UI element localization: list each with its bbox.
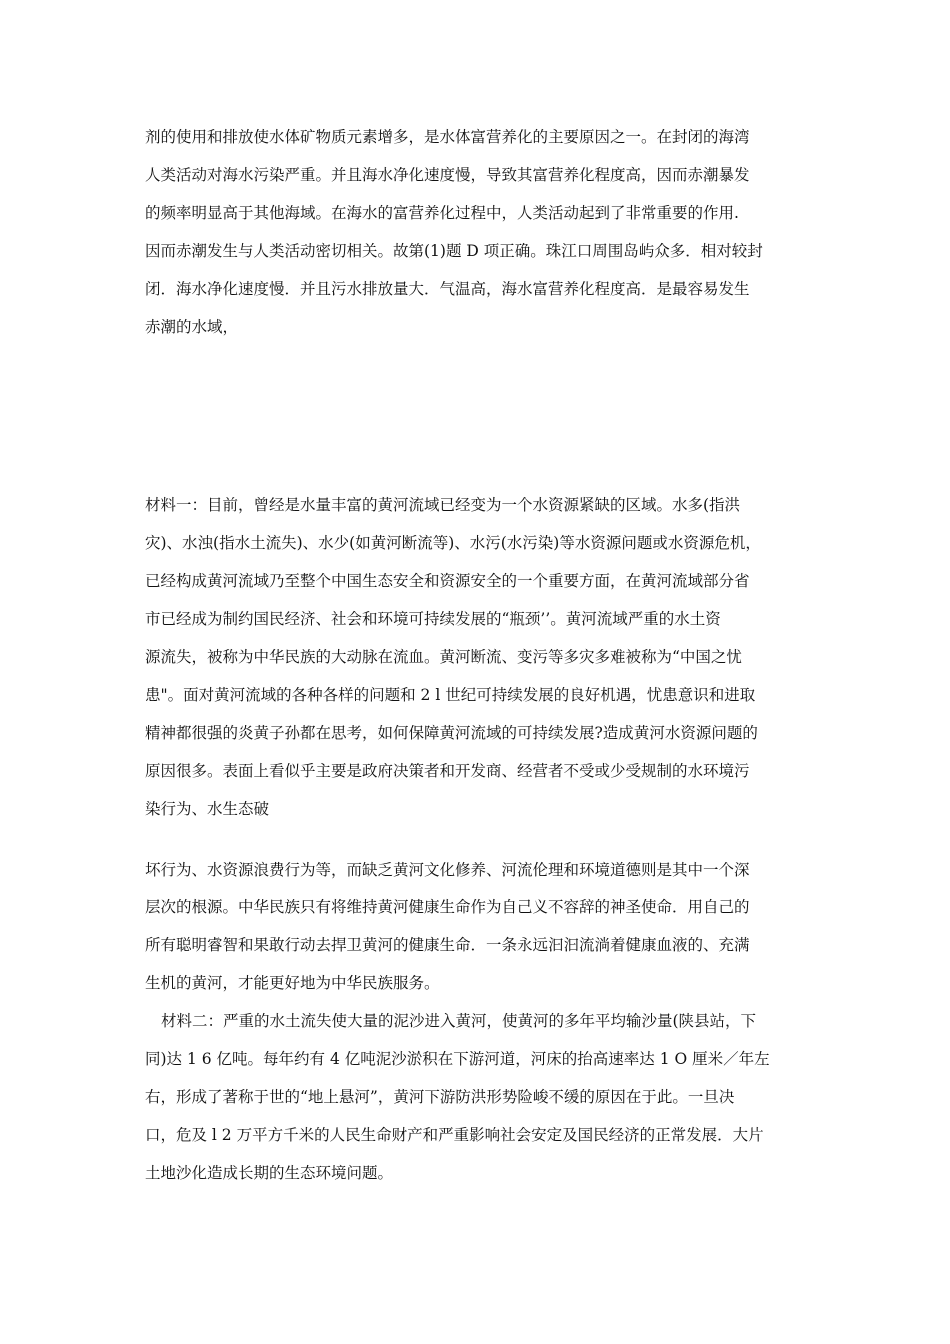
text-line: 患"。面对黄河流域的各种各样的问题和 2 l 世纪可持续发展的良好机遇，忧患意识和进取 (145, 686, 756, 704)
text-line: 因而赤潮发生与人类活动密切相关。故第(1)题 D 项正确。珠江口周围岛屿众多．相对较封 (145, 242, 763, 260)
text-line: 右，形成了著称于世的“地上悬河”，黄河下游防洪形势险峻不缓的原因在于此。一旦决 (145, 1088, 735, 1106)
paragraph-material-one (145, 486, 810, 828)
text-line: 坏行为、水资源浪费行为等，而缺乏黄河文化修养、河流伦理和环境道德则是其中一个深 (145, 861, 750, 879)
text-line: 人类活动对海水污染严重。并且海水净化速度慢，导致其富营养化程度高，因而赤潮暴发 (145, 166, 750, 184)
text-line: 生机的黄河，才能更好地为中华民族服务。 (145, 974, 440, 992)
text-line: 灾)、水浊(指水土流失)、水少(如黄河断流等)、水污(水污染)等水资源问题或水资源危机， (145, 534, 761, 552)
text-line: 土地沙化造成长期的生态环境问题。 (145, 1164, 394, 1182)
text-line: 层次的根源。中华民族只有将维持黄河健康生命作为自己义不容辞的神圣使命．用自己的 (145, 898, 750, 916)
text-line: 材料二：严重的水土流失使大量的泥沙进入黄河，使黄河的多年平均输沙量(陕县站，下 (161, 1012, 757, 1030)
text-line: 剂的使用和排放使水体矿物质元素增多，是水体富营养化的主要原因之一。在封闭的海湾 (145, 128, 750, 146)
text-line: 材料一：目前，曾经是水量丰富的黄河流域已经变为一个水资源紧缺的区域。水多(指洪 (145, 496, 741, 514)
text-line: 染行为、水生态破 (145, 800, 270, 818)
text-line: 市已经成为制约国民经济、社会和环境可持续发展的“瓶颈’’。黄河流域严重的水土资 (145, 610, 721, 628)
text-line: 同)达 1 6 亿吨。每年约有 4 亿吨泥沙淤积在下游河道，河床的抬高速率达 1 O 厘米／年左 (145, 1050, 770, 1068)
text-line: 精神都很强的炎黄子孙都在思考，如何保障黄河流域的可持续发展?造成黄河水资源问题的 (145, 724, 758, 742)
text-line: 赤潮的水域， (145, 318, 239, 336)
text-line: 源流失，被称为中华民族的大动脉在流血。黄河断流、变污等多灾多难被称为“中国之忧 (145, 648, 742, 666)
text-line: 所有聪明睿智和果敢行动去捍卫黄河的健康生命．一条永远汩汩流淌着健康血液的、充满 (145, 936, 750, 954)
text-line: 闭．海水净化速度慢．并且污水排放量大．气温高，海水富营养化程度高．是最容易发生 (145, 280, 750, 298)
text-line: 的频率明显高于其他海域。在海水的富营养化过程中，人类活动起到了非常重要的作用. (145, 204, 739, 222)
paragraph-material-continuation (145, 852, 810, 1192)
text-line: 原因很多。表面上看似乎主要是政府决策者和开发商、经营者不受或少受规制的水环境污 (145, 762, 750, 780)
text-line: 已经构成黄河流域乃至整个中国生态安全和资源安全的一个重要方面，在黄河流域部分省 (145, 572, 750, 590)
text-line: 口，危及 l 2 万平方千米的人民生命财产和严重影响社会安定及国民经济的正常发展．大片 (145, 1126, 764, 1144)
paragraph-red-tide (145, 118, 810, 346)
